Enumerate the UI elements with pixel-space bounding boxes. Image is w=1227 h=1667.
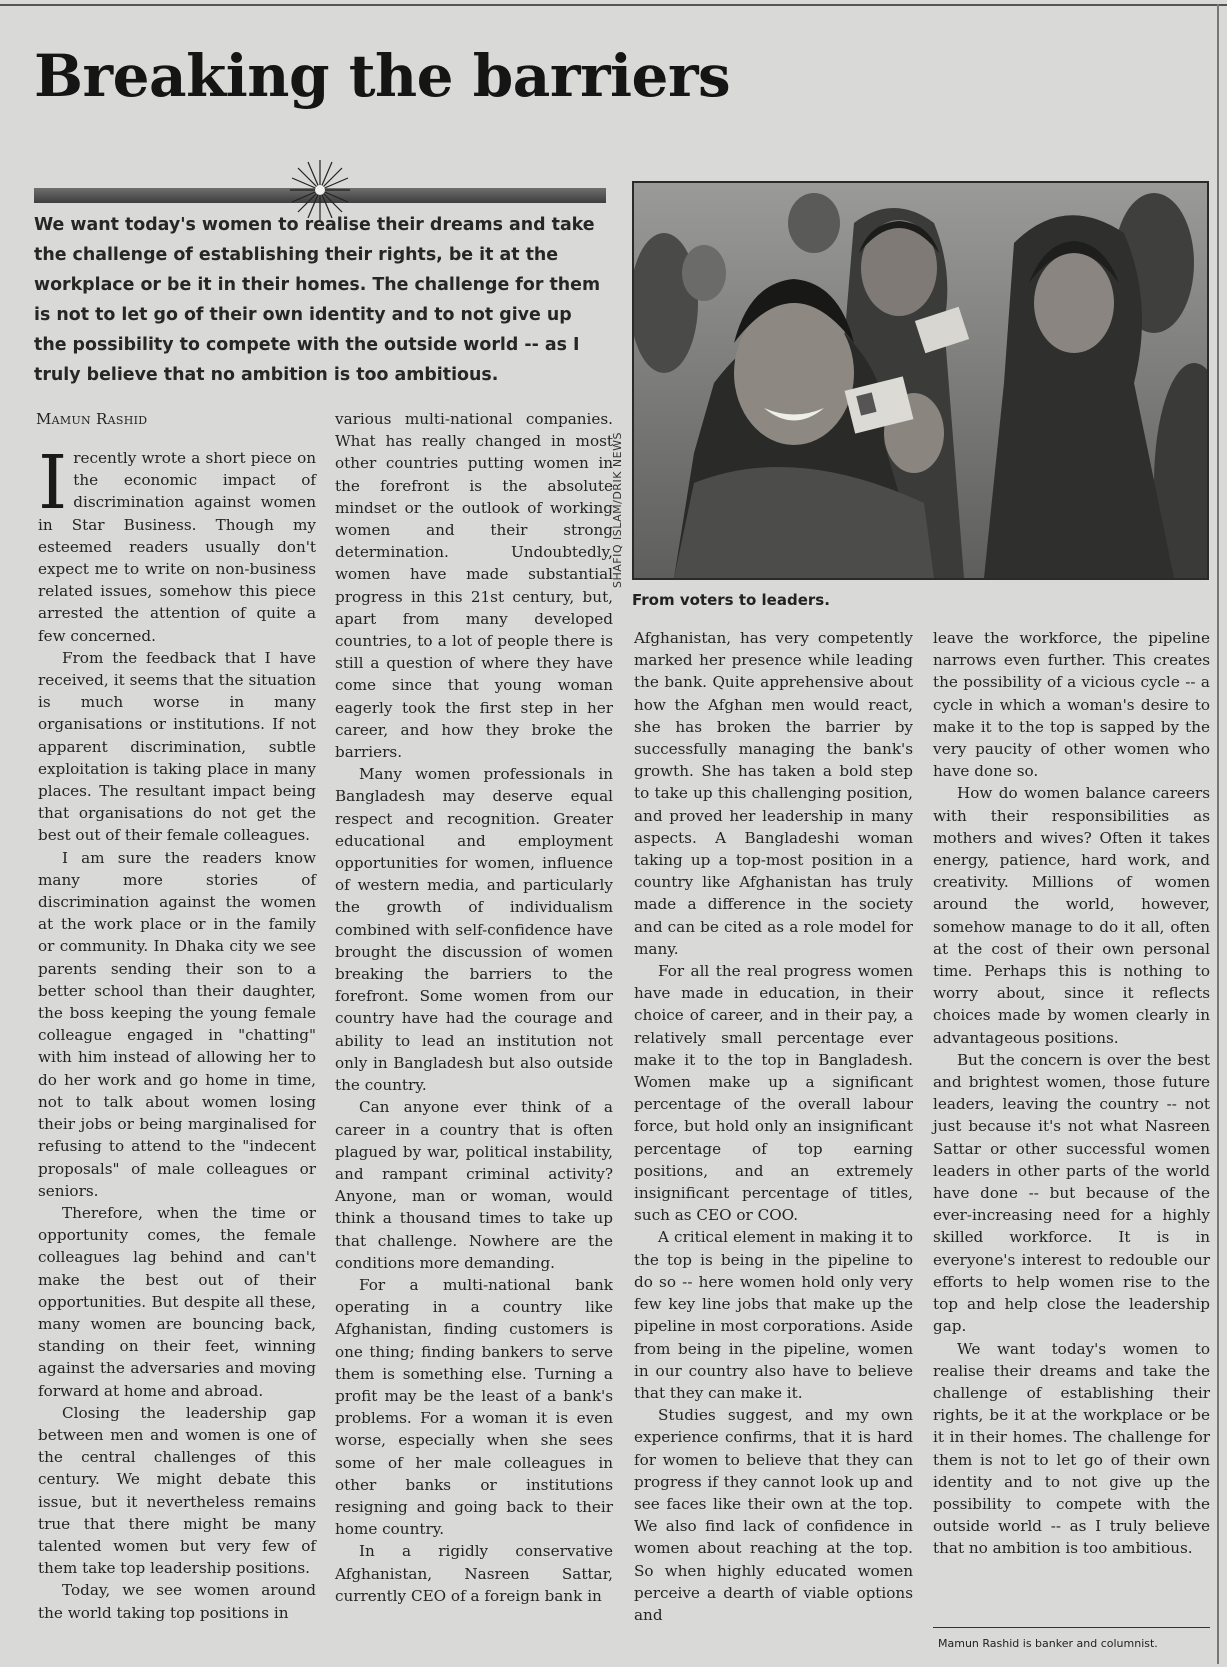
- paragraph: But the concern is over the best and brightest women, those future leaders, leaving the country -- not just because it's not what Nasreen Sattar or other successful women leaders in other parts of the world have done -- but because of the ever-increasing need for a highly skilled workforce. It is in everyone's interest to redouble our efforts to help women rise to the top and help close the leadership gap.: [933, 1050, 1210, 1336]
- paragraph: leave the workforce, the pipeline narrows even further. This creates the possibility of a vicious cycle -- a cycle in which a woman's desire to make it to the top is sapped by the very paucity of other women who have done so.: [933, 629, 1210, 781]
- byline: Mamun Rashid: [36, 410, 148, 428]
- paragraph: Closing the leadership gap between men and women is one of the central challenges of this century. We might debate this issue, but it nevertheless remains true that there might be many talented women but very few of them take top leadership positions.: [38, 1403, 316, 1578]
- author-bio: Mamun Rashid is banker and columnist.: [938, 1637, 1158, 1650]
- paragraph: Afghanistan, has very competently marked her presence while leading the bank. Quite apprehensive about how the Afghan men would react, she has broken the barrier by successfully managing the bank's growth. She has taken a bold step to take up this challenging position, and proved her leadership in many aspects. A Bangladeshi woman taking up a top-most position in a country like Afghanistan has truly made a difference in the society and can be cited as a role model for many.: [634, 629, 913, 958]
- paragraph: For a multi-national bank operating in a country like Afghanistan, finding customers is one thing; finding bankers to serve them is something else. Turning a profit may be the least of a bank's problems. For a woman it is even worse, especially when she sees some of her male colleagues in other banks or institutions resigning and going back to their home country.: [335, 1275, 613, 1539]
- women-voters-photo: [632, 181, 1209, 580]
- paragraph: For all the real progress women have made in education, in their choice of career, and in their pay, a relatively small percentage ever make it to the top in Bangladesh. Women make up a significant percentage of the overall labour force, but hold only an insignificant percentage of top earning positions, and an extremely insignificant percentage of titles, such as CEO or COO.: [634, 962, 913, 1225]
- paragraph: Today, we see women around the world taking top positions in: [38, 1581, 316, 1622]
- headline: Breaking the barriers: [34, 42, 731, 110]
- photo-caption: From voters to leaders.: [632, 591, 830, 609]
- right-rule: [1217, 4, 1219, 1664]
- paragraph: In a rigidly conservative Afghanistan, Nasreen Sattar, currently CEO of a foreign bank in: [335, 1542, 613, 1605]
- photo-credit: SHAFIQ ISLAM/DRIK NEWS: [611, 432, 624, 588]
- paragraph: Can anyone ever think of a career in a country that is often plagued by war, political instability, and rampant criminal activity? Anyone, man or woman, would think a thousand times to take up that challenge. Nowhere are the conditions more demanding.: [335, 1098, 613, 1272]
- paragraph: From the feedback that I have received, it seems that the situation is much worse in many organisations or institutions. If not apparent discrimination, subtle exploitation is taking place in many places. The resultant impact being that organisations do not get the best out of their female colleagues.: [38, 648, 316, 845]
- bio-rule: [933, 1627, 1210, 1628]
- column-1: [38, 440, 316, 1624]
- drop-cap: I: [38, 440, 68, 526]
- paragraph: various multi-national companies. What has really changed in most other countries putting women in the forefront is the absolute mindset or the outlook of working women and their strong determination. Undoubtedly, women have made substantial progress in this 21st century, but, apart from many developed countries, to a lot of people there is still a question of where they have come since that young woman eagerly took the first step in her career, and how they broke the barriers.: [335, 410, 613, 762]
- paragraph: We want today's women to realise their dreams and take the challenge of establishing their rights, be it at the workplace or be it in their homes. The challenge for them is not to let go of their own identity and to not give up the possibility to compete with the outside world -- as I truly believe that no ambition is too ambitious.: [933, 1339, 1210, 1558]
- top-rule: [0, 4, 1227, 6]
- paragraph: Therefore, when the time or opportunity comes, the female colleagues lag behind and can't make the best out of their opportunities. But despite all these, many women are bouncing back, standing on their feet, winning against the adversaries and moving forward at home and abroad.: [38, 1203, 316, 1400]
- column-4: [933, 627, 1210, 1560]
- paragraph: Studies suggest, and my own experience confirms, that it is hard for women to believe that they can progress if they cannot look up and see faces like their own at the top. We also find lack of confidence in women about reaching at the top. So when highly educated women perceive a dearth of viable options and: [634, 1406, 913, 1624]
- column-2: [335, 408, 613, 1607]
- paragraph: How do women balance careers with their responsibilities as mothers and wives? Often it takes energy, patience, hard work, and creativity. Millions of women around the world, however, somehow manage to do it all, often at the cost of their own personal time. Perhaps this is nothing to worry about, since it reflects choices made by women clearly in advantageous positions.: [933, 784, 1210, 1047]
- paragraph: Many women professionals in Bangladesh may deserve equal respect and recognition. Greater educational and employment opportunities for women, influence of western media, and particularly the growth of individualism combined with self-confidence have brought the discussion of women breaking the barriers to the forefront. Some women from our country have had the courage and ability to lead an institution not only in Bangladesh but also outside the country.: [335, 765, 613, 1095]
- column-3: [634, 627, 913, 1626]
- paragraph: A critical element in making it to the top is being in the pipeline to do so -- here women hold only very few key line jobs that make up the pipeline in most corporations. Aside from being in the pipeline, women in our country also have to believe that they can make it.: [634, 1228, 913, 1402]
- paragraph: I am sure the readers know many more stories of discrimination against the women at the work place or in the family or community. In Dhaka city we see parents sending their son to a better school than their daughter, the boss keeping the young female colleague engaged in "chatting" with him instead of allowing her to do her work and go home in time, not to talk about women losing their jobs or being marginalised for refusing to attend to the "indecent proposals" of male colleagues or seniors.: [38, 848, 316, 1200]
- deck-summary: We want today's women to realise their dreams and take the challenge of establishing their rights, be it at the workplace or be it in their homes. The challenge for them is not to let go of their own identity and to not give up the possibility to compete with the outside world -- as I truly believe that no ambition is too ambitious.: [34, 215, 601, 385]
- paragraph: Irecently wrote a short piece on the economic impact of discrimination against women in Star Business. Though my esteemed readers usually don't expect me to write on non-business related issues, somehow this piece arrested the attention of quite a few concerned.: [38, 440, 316, 645]
